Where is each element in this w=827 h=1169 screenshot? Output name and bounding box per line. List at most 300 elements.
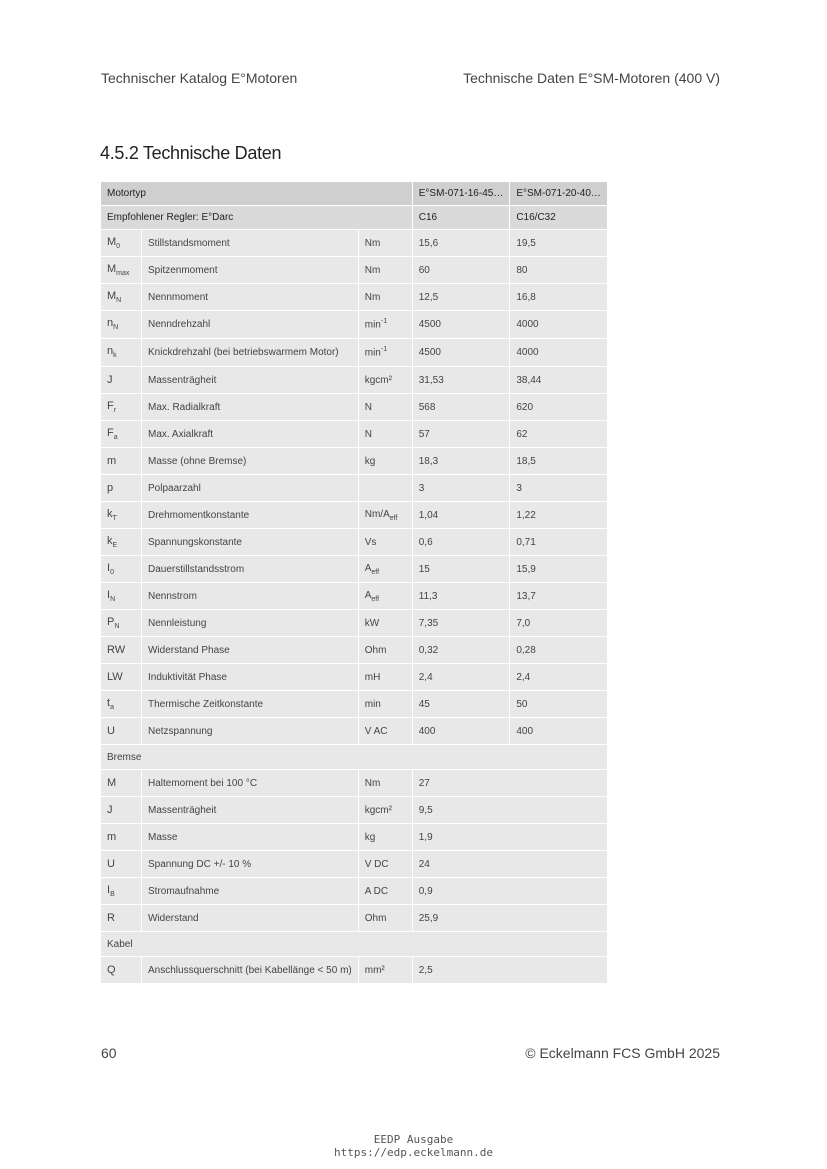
symbol-subscript: B xyxy=(110,891,115,899)
unit-cell xyxy=(358,691,412,718)
value-2-cell xyxy=(510,284,608,311)
table-row xyxy=(101,851,608,878)
motor-2-label: E°SM-071-20-40… xyxy=(510,182,608,206)
table-row xyxy=(101,718,608,745)
unit-cell xyxy=(358,851,412,878)
symbol-cell xyxy=(101,691,142,718)
value-1: 0,6 xyxy=(418,536,433,548)
value-2: 38,44 xyxy=(516,374,542,386)
symbol: I xyxy=(107,561,111,574)
name-cell xyxy=(142,448,359,475)
name-cell xyxy=(142,367,359,394)
table-row xyxy=(101,230,608,257)
value-2-cell xyxy=(510,230,608,257)
name-cell xyxy=(142,637,359,664)
unit: min xyxy=(364,319,381,331)
value-2-cell xyxy=(510,448,608,475)
value-1-cell xyxy=(412,718,510,745)
symbol-cell xyxy=(101,718,142,745)
unit-subscript: eff xyxy=(371,595,380,603)
regler-1: C16 xyxy=(412,206,510,230)
symbol-cell xyxy=(101,230,142,257)
table-row xyxy=(101,448,608,475)
symbol-cell xyxy=(101,610,142,637)
parameter-name: Stillstandsmoment xyxy=(148,237,230,249)
unit: mH xyxy=(364,671,381,683)
parameter-name: Haltemoment bei 100 °C xyxy=(148,777,258,789)
value-cell xyxy=(412,905,607,932)
unit: kg xyxy=(364,455,376,467)
motortyp-label: Motortyp xyxy=(101,182,413,206)
unit: A xyxy=(364,589,372,601)
parameter-name: Nennstrom xyxy=(148,590,197,602)
value-1: 0,32 xyxy=(418,644,439,656)
symbol: m xyxy=(107,455,117,467)
value: 0,9 xyxy=(418,885,433,897)
unit-superscript: -1 xyxy=(380,318,388,326)
parameter-name: Massenträgheit xyxy=(148,374,217,386)
value-1-cell xyxy=(412,230,510,257)
unit-superscript: -1 xyxy=(380,346,388,354)
copyright: © Eckelmann FCS GmbH 2025 xyxy=(525,1045,720,1061)
name-cell xyxy=(142,284,359,311)
value-1-cell xyxy=(412,556,510,583)
value-2-cell xyxy=(510,257,608,284)
value-2: 50 xyxy=(516,698,528,710)
unit-cell xyxy=(358,230,412,257)
value-2: 620 xyxy=(516,401,534,413)
table-row xyxy=(101,664,608,691)
symbol-cell xyxy=(101,421,142,448)
symbol-subscript: a xyxy=(113,434,118,442)
symbol: P xyxy=(107,615,115,628)
value-1: 15,6 xyxy=(418,237,439,249)
value-1: 3 xyxy=(418,482,425,494)
name-cell xyxy=(142,824,359,851)
symbol: k xyxy=(107,534,113,547)
symbol: M xyxy=(107,235,117,248)
symbol-cell xyxy=(101,556,142,583)
value-2: 15,9 xyxy=(516,563,536,575)
value-2: 400 xyxy=(516,725,534,737)
symbol-cell xyxy=(101,367,142,394)
table-row xyxy=(101,284,608,311)
value-1: 2,4 xyxy=(418,671,433,683)
table-row xyxy=(101,878,608,905)
name-cell xyxy=(142,339,359,367)
value-2: 0,28 xyxy=(516,644,536,656)
value-2-cell xyxy=(510,311,608,339)
symbol-cell xyxy=(101,257,142,284)
value-1-cell xyxy=(412,448,510,475)
value-2: 3 xyxy=(516,482,522,494)
symbol: F xyxy=(107,399,114,412)
symbol: M xyxy=(107,262,117,275)
value-1: 45 xyxy=(418,698,430,710)
name-cell xyxy=(142,610,359,637)
symbol-subscript: N xyxy=(113,324,119,332)
value-2: 62 xyxy=(516,428,528,440)
parameter-name: Thermische Zeitkonstante xyxy=(148,698,264,710)
motor-1-label: E°SM-071-16-45… xyxy=(412,182,510,206)
symbol: M xyxy=(107,289,117,302)
unit: kg xyxy=(364,831,376,843)
value-1: 4500 xyxy=(418,347,441,358)
value-2-cell xyxy=(510,475,608,502)
symbol-cell xyxy=(101,824,142,851)
value-2-cell xyxy=(510,421,608,448)
name-cell xyxy=(142,691,359,718)
parameter-name: Polpaarzahl xyxy=(148,482,201,494)
value-1-cell xyxy=(412,339,510,367)
symbol-cell xyxy=(101,284,142,311)
value-cell xyxy=(412,770,607,797)
unit-cell xyxy=(358,529,412,556)
name-cell xyxy=(142,475,359,502)
unit: min xyxy=(364,347,381,359)
unit: kgcm² xyxy=(364,804,392,816)
symbol-cell xyxy=(101,475,142,502)
value-2-cell xyxy=(510,367,608,394)
unit: Ohm xyxy=(364,644,387,656)
symbol: RW xyxy=(107,644,126,656)
value-1-cell xyxy=(412,257,510,284)
table-header-row xyxy=(101,182,608,206)
unit-cell xyxy=(358,421,412,448)
unit-cell xyxy=(358,394,412,421)
symbol: J xyxy=(107,804,113,816)
table-row xyxy=(101,421,608,448)
name-cell xyxy=(142,878,359,905)
name-cell xyxy=(142,770,359,797)
unit: Vs xyxy=(364,536,377,548)
symbol-cell xyxy=(101,878,142,905)
value-1-cell xyxy=(412,502,510,529)
parameter-name: Widerstand Phase xyxy=(148,644,230,656)
value-1-cell xyxy=(412,583,510,610)
name-cell xyxy=(142,394,359,421)
unit-cell xyxy=(358,556,412,583)
symbol: J xyxy=(107,374,113,386)
unit-cell xyxy=(358,718,412,745)
symbol: t xyxy=(107,696,111,709)
name-cell xyxy=(142,957,359,984)
value-1: 1,04 xyxy=(418,509,439,521)
value-1: 60 xyxy=(418,264,430,276)
unit-cell xyxy=(358,610,412,637)
symbol-cell xyxy=(101,502,142,529)
symbol-subscript: N xyxy=(116,297,122,305)
value-1-cell xyxy=(412,367,510,394)
value-1-cell xyxy=(412,394,510,421)
symbol-cell xyxy=(101,311,142,339)
name-cell xyxy=(142,718,359,745)
value-1: 31,53 xyxy=(418,374,444,386)
symbol-subscript: a xyxy=(110,704,114,712)
value-1-cell xyxy=(412,284,510,311)
name-cell xyxy=(142,311,359,339)
value-cell xyxy=(412,851,607,878)
table-row xyxy=(101,637,608,664)
symbol-cell xyxy=(101,637,142,664)
value-2-cell xyxy=(510,691,608,718)
page-number: 60 xyxy=(101,1045,117,1061)
value-1: 12,5 xyxy=(418,291,439,303)
table-row xyxy=(101,394,608,421)
table-row xyxy=(101,610,608,637)
value-2: 80 xyxy=(516,264,528,276)
header-right: Technische Daten E°SM-Motoren (400 V) xyxy=(463,70,720,86)
unit-cell xyxy=(358,637,412,664)
name-cell xyxy=(142,257,359,284)
symbol-subscript: T xyxy=(112,515,117,523)
parameter-name: Masse (ohne Bremse) xyxy=(148,455,247,467)
eedp-line-2: https://edp.eckelmann.de xyxy=(334,1146,493,1159)
value-2-cell xyxy=(510,583,608,610)
name-cell xyxy=(142,664,359,691)
value-1-cell xyxy=(412,421,510,448)
unit-cell xyxy=(358,257,412,284)
value-2: 13,7 xyxy=(516,590,536,602)
spec-table xyxy=(100,181,608,984)
value-1: 568 xyxy=(418,401,436,413)
value-cell xyxy=(412,824,607,851)
value-cell xyxy=(412,797,607,824)
table-row xyxy=(101,770,608,797)
unit: min xyxy=(364,698,381,710)
name-cell xyxy=(142,851,359,878)
value: 1,9 xyxy=(418,831,433,843)
value: 25,9 xyxy=(418,912,439,924)
table-row xyxy=(101,905,608,932)
unit-cell xyxy=(358,502,412,529)
parameter-name: Spitzenmoment xyxy=(148,264,218,276)
symbol: p xyxy=(107,482,114,494)
parameter-name: Masse xyxy=(148,831,178,843)
symbol-cell xyxy=(101,851,142,878)
value-1-cell xyxy=(412,637,510,664)
table-row xyxy=(101,797,608,824)
value-1: 15 xyxy=(418,563,430,575)
symbol-cell xyxy=(101,529,142,556)
table-row xyxy=(101,824,608,851)
table-row xyxy=(101,691,608,718)
value: 27 xyxy=(418,777,430,789)
symbol-cell xyxy=(101,957,142,984)
parameter-name: Massenträgheit xyxy=(148,804,217,816)
cable-section-label: Kabel xyxy=(107,938,133,950)
name-cell xyxy=(142,502,359,529)
value-2: 19,5 xyxy=(516,237,536,249)
unit-cell xyxy=(358,311,412,339)
parameter-name: Nennleistung xyxy=(148,617,207,629)
value-1-cell xyxy=(412,529,510,556)
unit-cell xyxy=(358,664,412,691)
unit: V DC xyxy=(364,858,389,870)
symbol-subscript: r xyxy=(113,407,117,415)
symbol-cell xyxy=(101,664,142,691)
parameter-name: Stromaufnahme xyxy=(148,885,220,897)
value-2: 18,5 xyxy=(516,455,536,467)
parameter-name: Widerstand xyxy=(148,912,199,924)
symbol-cell xyxy=(101,583,142,610)
unit: Nm xyxy=(364,291,381,303)
value: 9,5 xyxy=(418,804,433,816)
symbol-subscript: 0 xyxy=(116,243,121,251)
symbol: m xyxy=(107,831,117,843)
unit: kgcm² xyxy=(364,374,392,386)
eedp-line-1: EEDP Ausgabe xyxy=(373,1133,454,1146)
value: 24 xyxy=(418,858,430,870)
symbol: I xyxy=(107,588,111,601)
parameter-name: Drehmomentkonstante xyxy=(148,509,250,521)
parameter-name: Spannung DC +/- 10 % xyxy=(148,858,252,870)
parameter-name: Nennmoment xyxy=(148,291,209,303)
value-2: 4000 xyxy=(516,347,539,358)
parameter-name: Anschlussquerschnitt (bei Kabellänge < 50 m) xyxy=(148,964,352,976)
symbol: LW xyxy=(107,671,123,683)
symbol-cell xyxy=(101,905,142,932)
value-1-cell xyxy=(412,691,510,718)
value-1-cell xyxy=(412,610,510,637)
unit: kW xyxy=(364,617,380,629)
symbol-subscript: 0 xyxy=(110,569,114,577)
value-2-cell xyxy=(510,610,608,637)
unit-cell xyxy=(358,284,412,311)
unit-cell xyxy=(358,957,412,984)
unit: Nm xyxy=(364,237,381,249)
section-title: 4.5.2 Technische Daten xyxy=(100,143,282,163)
value-cell xyxy=(412,878,607,905)
cable-section-cell xyxy=(101,932,608,957)
unit: Nm/A xyxy=(364,508,390,520)
regler-2: C16/C32 xyxy=(510,206,608,230)
symbol-subscript: k xyxy=(113,352,117,360)
value-2-cell xyxy=(510,664,608,691)
table-row xyxy=(101,339,608,367)
symbol-cell xyxy=(101,797,142,824)
brake-section xyxy=(101,745,608,770)
unit: Ohm xyxy=(364,912,387,924)
parameter-name: Induktivität Phase xyxy=(148,671,227,683)
value-2: 7,0 xyxy=(516,617,531,629)
cable-section xyxy=(101,932,608,957)
symbol-cell xyxy=(101,339,142,367)
parameter-name: Max. Axialkraft xyxy=(148,428,214,440)
table-row xyxy=(101,311,608,339)
regler-label: Empfohlener Regler: E°Darc xyxy=(101,206,413,230)
name-cell xyxy=(142,556,359,583)
value-2: 4000 xyxy=(516,319,539,330)
symbol: I xyxy=(107,883,111,896)
table-row xyxy=(101,502,608,529)
unit-cell xyxy=(358,824,412,851)
value-cell xyxy=(412,957,607,984)
unit: A DC xyxy=(364,885,389,897)
symbol-subscript: E xyxy=(112,542,118,550)
table-row xyxy=(101,475,608,502)
value: 2,5 xyxy=(418,964,433,976)
value-1-cell xyxy=(412,664,510,691)
symbol: M xyxy=(107,777,117,789)
eedp-note xyxy=(0,1133,827,1159)
symbol: k xyxy=(107,507,113,520)
table-row xyxy=(101,367,608,394)
brake-section-label: Bremse xyxy=(107,751,142,763)
table-row xyxy=(101,529,608,556)
parameter-name: Max. Radialkraft xyxy=(148,401,221,413)
unit: Nm xyxy=(364,777,381,789)
parameter-name: Nenndrehzahl xyxy=(148,319,211,330)
value-2-cell xyxy=(510,718,608,745)
unit: A xyxy=(364,562,372,574)
table-row xyxy=(101,583,608,610)
parameter-name: Knickdrehzahl (bei betriebswarmem Motor) xyxy=(148,347,339,358)
symbol: n xyxy=(107,345,114,358)
unit-cell xyxy=(358,339,412,367)
symbol-subscript: N xyxy=(110,596,116,604)
name-cell xyxy=(142,230,359,257)
unit-cell xyxy=(358,770,412,797)
value-2-cell xyxy=(510,556,608,583)
unit-cell xyxy=(358,878,412,905)
value-1: 7,35 xyxy=(418,617,439,629)
value-2-cell xyxy=(510,339,608,367)
symbol: Q xyxy=(107,964,116,976)
unit-cell xyxy=(358,905,412,932)
name-cell xyxy=(142,421,359,448)
value-2: 1,22 xyxy=(516,509,536,521)
unit-subscript: eff xyxy=(389,514,398,522)
unit-cell xyxy=(358,797,412,824)
parameter-name: Dauerstillstandsstrom xyxy=(148,563,245,575)
name-cell xyxy=(142,905,359,932)
value-2-cell xyxy=(510,637,608,664)
unit-cell xyxy=(358,367,412,394)
unit: mm² xyxy=(364,964,385,976)
symbol: F xyxy=(107,426,114,439)
unit-cell xyxy=(358,475,412,502)
value-2: 0,71 xyxy=(516,536,536,548)
symbol-cell xyxy=(101,394,142,421)
unit: N xyxy=(364,428,372,440)
value-1: 400 xyxy=(418,725,436,737)
header-left: Technischer Katalog E°Motoren xyxy=(101,70,298,86)
symbol-subscript: max xyxy=(116,270,130,278)
unit-cell xyxy=(358,583,412,610)
symbol-subscript: N xyxy=(114,623,120,631)
value-2-cell xyxy=(510,502,608,529)
value-2: 2,4 xyxy=(516,671,531,683)
symbol: U xyxy=(107,858,115,870)
parameter-name: Spannungskonstante xyxy=(148,536,242,548)
unit-cell xyxy=(358,448,412,475)
unit-subscript: eff xyxy=(371,568,380,576)
unit: Nm xyxy=(364,264,381,276)
table-row xyxy=(101,556,608,583)
value-2-cell xyxy=(510,529,608,556)
value-2-cell xyxy=(510,394,608,421)
value-1-cell xyxy=(412,311,510,339)
unit: N xyxy=(364,401,372,413)
value-2: 16,8 xyxy=(516,291,536,303)
regler-row xyxy=(101,206,608,230)
brake-section-cell xyxy=(101,745,608,770)
parameter-name: Netzspannung xyxy=(148,725,213,737)
symbol: R xyxy=(107,912,115,924)
table-row xyxy=(101,957,608,984)
value-1: 18,3 xyxy=(418,455,439,467)
